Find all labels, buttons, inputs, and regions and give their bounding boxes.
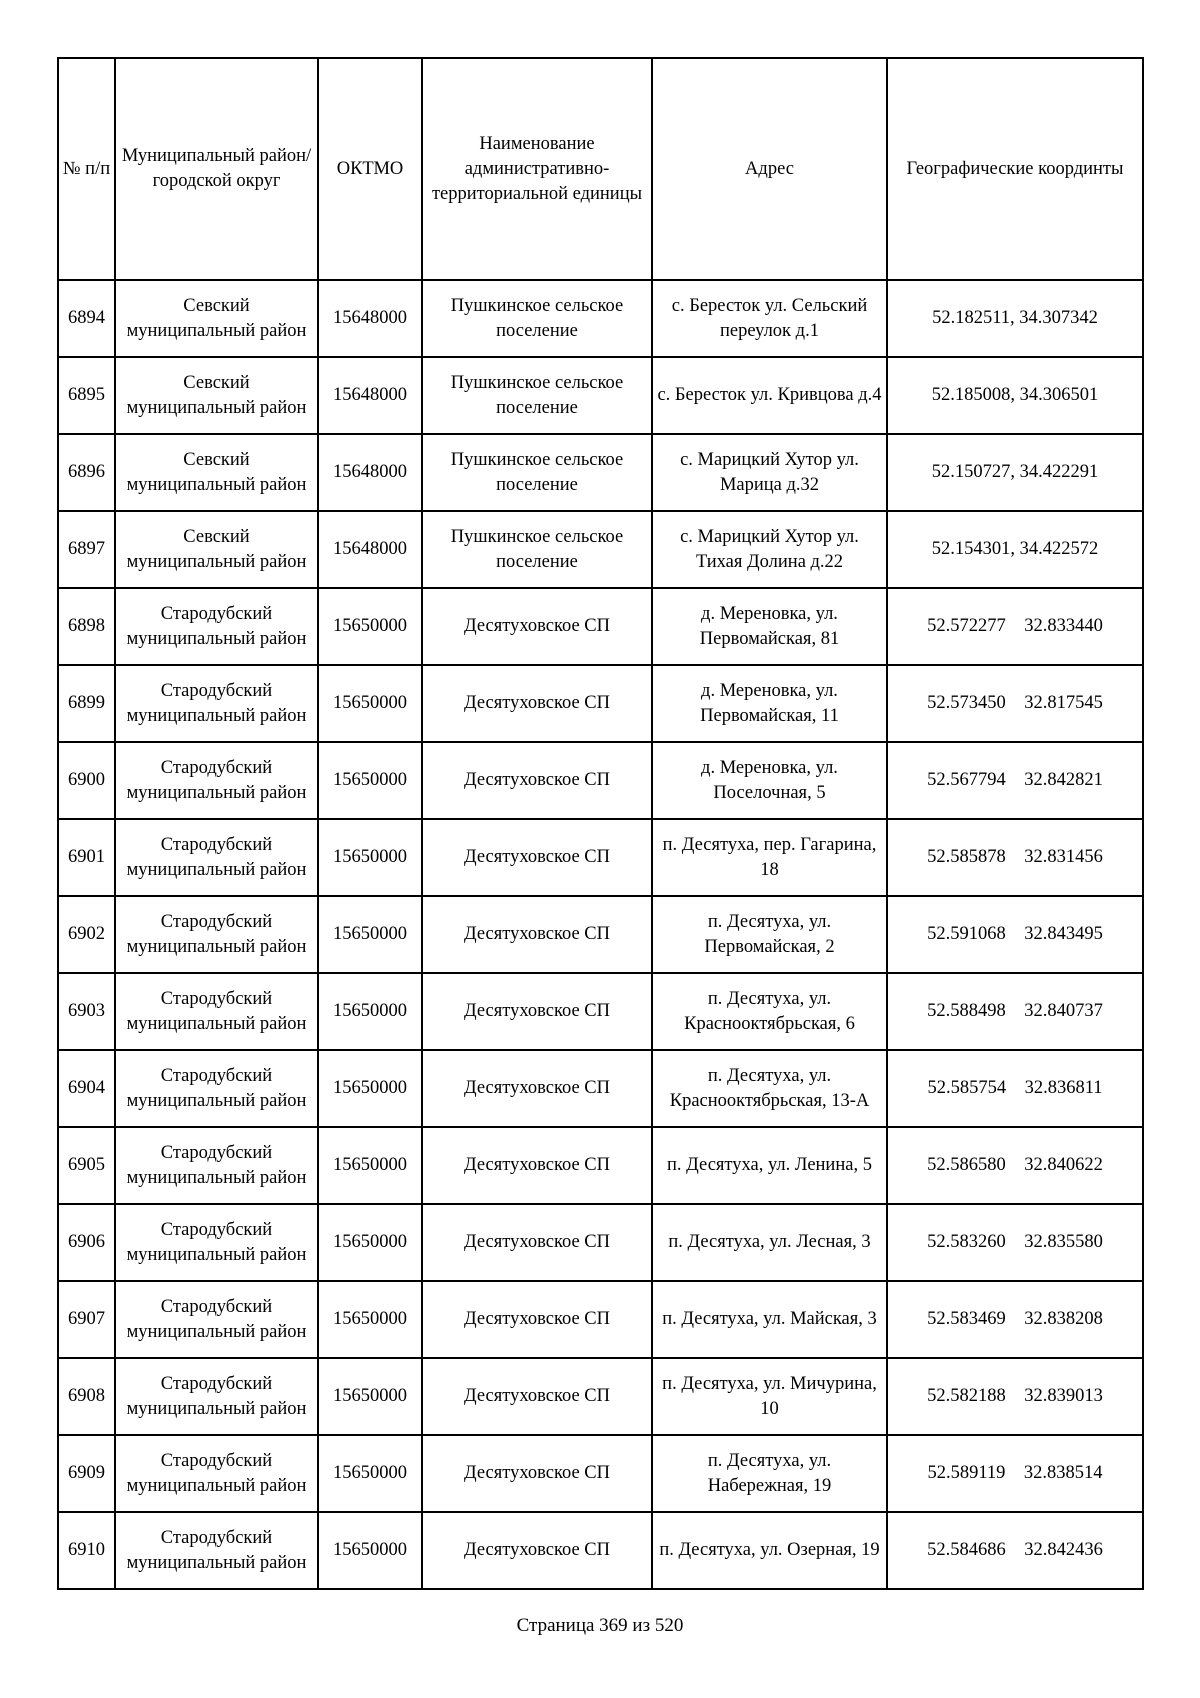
header-district: Муниципальный район/городской округ [115,58,318,280]
cell-address: п. Десятуха, ул. Краснооктябрьская, 6 [652,973,887,1050]
cell-oktmo: 15650000 [318,1281,422,1358]
cell-coords: 52.584686 32.842436 [887,1512,1143,1589]
table-row [58,434,1143,511]
cell-oktmo: 15648000 [318,280,422,357]
cell-unit: Десятуховское СП [422,665,652,742]
cell-oktmo: 15650000 [318,665,422,742]
cell-address: д. Мереновка, ул. Поселочная, 5 [652,742,887,819]
cell-oktmo: 15650000 [318,588,422,665]
cell-unit: Десятуховское СП [422,1127,652,1204]
cell-num: 6900 [58,742,115,819]
cell-num: 6898 [58,588,115,665]
cell-address: п. Десятуха, ул. Озерная, 19 [652,1512,887,1589]
table-row [58,1435,1143,1512]
table-row [58,1358,1143,1435]
cell-district: Стародубский муниципальный район [115,1204,318,1281]
table-row [58,742,1143,819]
cell-oktmo: 15650000 [318,819,422,896]
cell-district: Стародубский муниципальный район [115,1435,318,1512]
cell-address: п. Десятуха, ул. Краснооктябрьская, 13-А [652,1050,887,1127]
cell-coords: 52.582188 32.839013 [887,1358,1143,1435]
cell-coords: 52.589119 32.838514 [887,1435,1143,1512]
cell-num: 6909 [58,1435,115,1512]
cell-num: 6903 [58,973,115,1050]
cell-district: Стародубский муниципальный район [115,896,318,973]
table-row [58,665,1143,742]
cell-unit: Десятуховское СП [422,1435,652,1512]
cell-num: 6907 [58,1281,115,1358]
cell-district: Севский муниципальный район [115,434,318,511]
cell-oktmo: 15650000 [318,896,422,973]
cell-district: Стародубский муниципальный район [115,1358,318,1435]
cell-num: 6902 [58,896,115,973]
cell-oktmo: 15650000 [318,973,422,1050]
cell-oktmo: 15648000 [318,434,422,511]
cell-num: 6894 [58,280,115,357]
cell-district: Стародубский муниципальный район [115,742,318,819]
table-row [58,1127,1143,1204]
cell-address: п. Десятуха, ул. Первомайская, 2 [652,896,887,973]
cell-district: Севский муниципальный район [115,357,318,434]
cell-unit: Десятуховское СП [422,1204,652,1281]
cell-num: 6910 [58,1512,115,1589]
cell-address: п. Десятуха, пер. Гагарина, 18 [652,819,887,896]
header-unit: Наименование административно-территориальной единицы [422,58,652,280]
registry-table [57,57,1144,1590]
cell-num: 6904 [58,1050,115,1127]
cell-oktmo: 15650000 [318,742,422,819]
cell-address: п. Десятуха, ул. Мичурина, 10 [652,1358,887,1435]
cell-num: 6896 [58,434,115,511]
table-row [58,1281,1143,1358]
cell-coords: 52.583469 32.838208 [887,1281,1143,1358]
cell-oktmo: 15650000 [318,1512,422,1589]
cell-district: Севский муниципальный район [115,280,318,357]
cell-oktmo: 15650000 [318,1050,422,1127]
header-row [58,58,1143,280]
cell-district: Стародубский муниципальный район [115,588,318,665]
table-row [58,511,1143,588]
table-row [58,280,1143,357]
cell-unit: Десятуховское СП [422,1050,652,1127]
cell-address: с. Бересток ул. Сельский переулок д.1 [652,280,887,357]
cell-oktmo: 15650000 [318,1435,422,1512]
table-header [58,58,1143,280]
cell-coords: 52.572277 32.833440 [887,588,1143,665]
cell-address: с. Марицкий Хутор ул. Марица д.32 [652,434,887,511]
cell-coords: 52.154301, 34.422572 [887,511,1143,588]
cell-coords: 52.573450 32.817545 [887,665,1143,742]
cell-district: Стародубский муниципальный район [115,1512,318,1589]
cell-coords: 52.586580 32.840622 [887,1127,1143,1204]
cell-address: с. Бересток ул. Кривцова д.4 [652,357,887,434]
cell-unit: Пушкинское сельское поселение [422,357,652,434]
table-row [58,1050,1143,1127]
table-body [58,280,1143,1589]
cell-address: с. Марицкий Хутор ул. Тихая Долина д.22 [652,511,887,588]
cell-unit: Десятуховское СП [422,1512,652,1589]
cell-unit: Десятуховское СП [422,896,652,973]
table-row [58,1512,1143,1589]
header-coords: Географические координты [887,58,1143,280]
cell-num: 6901 [58,819,115,896]
cell-unit: Десятуховское СП [422,1281,652,1358]
cell-unit: Пушкинское сельское поселение [422,511,652,588]
cell-unit: Десятуховское СП [422,973,652,1050]
cell-coords: 52.567794 32.842821 [887,742,1143,819]
cell-district: Севский муниципальный район [115,511,318,588]
cell-unit: Пушкинское сельское поселение [422,434,652,511]
cell-coords: 52.150727, 34.422291 [887,434,1143,511]
table-row [58,588,1143,665]
cell-address: п. Десятуха, ул. Майская, 3 [652,1281,887,1358]
cell-coords: 52.182511, 34.307342 [887,280,1143,357]
table-row [58,896,1143,973]
cell-district: Стародубский муниципальный район [115,819,318,896]
cell-oktmo: 15650000 [318,1204,422,1281]
cell-coords: 52.591068 32.843495 [887,896,1143,973]
cell-address: д. Мереновка, ул. Первомайская, 11 [652,665,887,742]
cell-coords: 52.583260 32.835580 [887,1204,1143,1281]
cell-unit: Пушкинское сельское поселение [422,280,652,357]
cell-unit: Десятуховское СП [422,819,652,896]
cell-district: Стародубский муниципальный район [115,973,318,1050]
cell-num: 6895 [58,357,115,434]
cell-unit: Десятуховское СП [422,1358,652,1435]
cell-address: п. Десятуха, ул. Лесная, 3 [652,1204,887,1281]
cell-oktmo: 15650000 [318,1358,422,1435]
cell-num: 6899 [58,665,115,742]
cell-oktmo: 15648000 [318,357,422,434]
table-row [58,357,1143,434]
cell-num: 6908 [58,1358,115,1435]
header-num: № п/п [58,58,115,280]
cell-address: д. Мереновка, ул. Первомайская, 81 [652,588,887,665]
cell-unit: Десятуховское СП [422,742,652,819]
cell-district: Стародубский муниципальный район [115,665,318,742]
cell-coords: 52.585878 32.831456 [887,819,1143,896]
page-number: Страница 369 из 520 [516,1615,684,1636]
cell-district: Стародубский муниципальный район [115,1281,318,1358]
cell-coords: 52.588498 32.840737 [887,973,1143,1050]
header-address: Адрес [652,58,887,280]
cell-oktmo: 15650000 [318,1127,422,1204]
header-oktmo: ОКТМО [318,58,422,280]
cell-num: 6905 [58,1127,115,1204]
cell-num: 6906 [58,1204,115,1281]
cell-oktmo: 15648000 [318,511,422,588]
cell-coords: 52.585754 32.836811 [887,1050,1143,1127]
cell-district: Стародубский муниципальный район [115,1050,318,1127]
cell-district: Стародубский муниципальный район [115,1127,318,1204]
cell-coords: 52.185008, 34.306501 [887,357,1143,434]
cell-num: 6897 [58,511,115,588]
cell-unit: Десятуховское СП [422,588,652,665]
cell-address: п. Десятуха, ул. Набережная, 19 [652,1435,887,1512]
table-row [58,819,1143,896]
table-row [58,973,1143,1050]
table-row [58,1204,1143,1281]
cell-address: п. Десятуха, ул. Ленина, 5 [652,1127,887,1204]
